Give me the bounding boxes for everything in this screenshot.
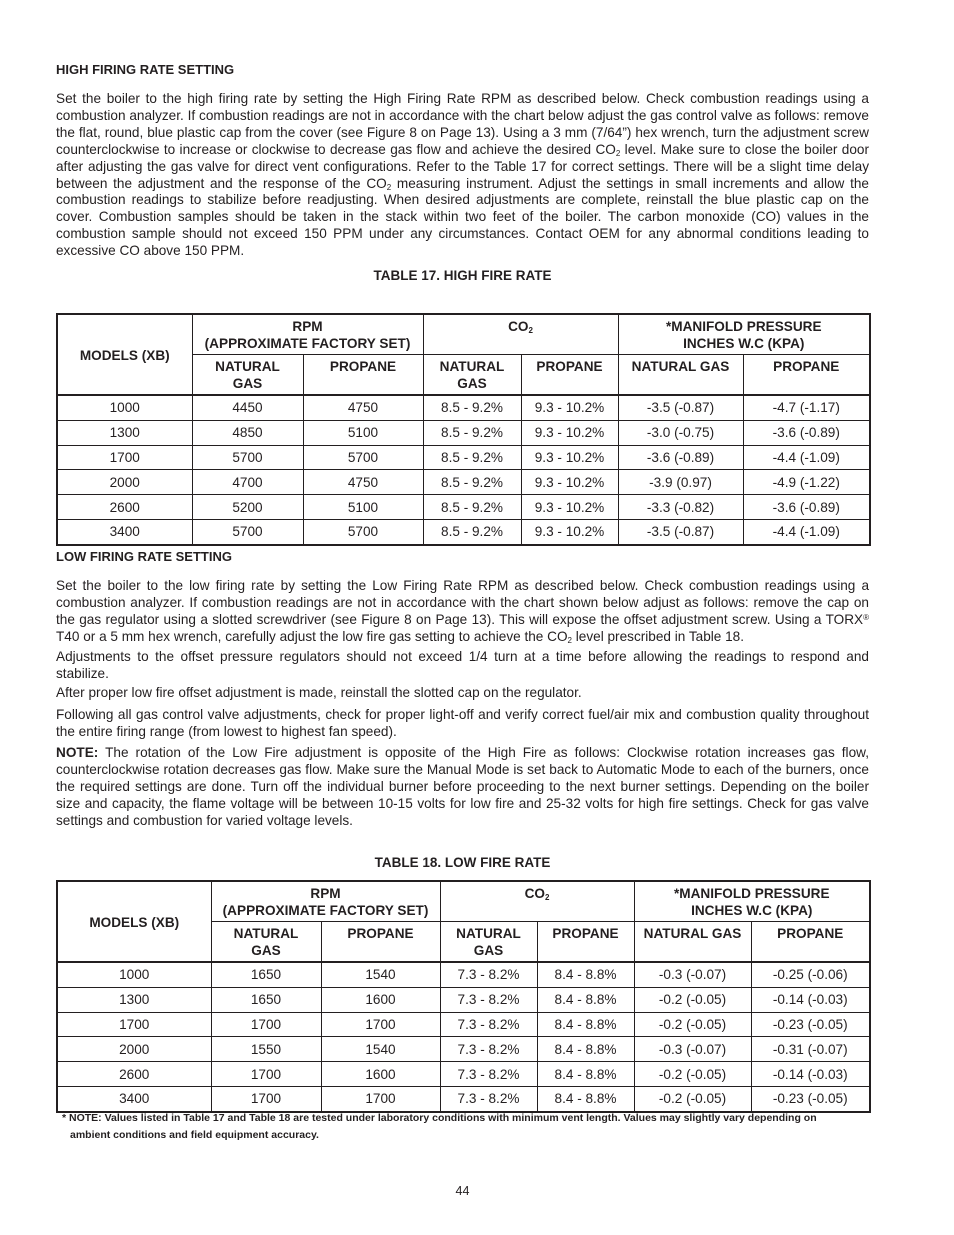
header-co2-natural-gas: NATURAL GAS — [440, 922, 537, 963]
table-cell: -0.2 (-0.05) — [634, 1062, 751, 1087]
header-models: MODELS (XB) — [57, 881, 211, 962]
table-row — [57, 987, 870, 1012]
table-cell: 1300 — [57, 987, 211, 1012]
table18-body — [57, 962, 870, 1112]
table-cell: 9.3 - 10.2% — [521, 420, 618, 445]
table-row — [57, 420, 870, 445]
header-co2: $CO_2$ — [423, 314, 618, 355]
header-mp-propane: PROPANE — [751, 922, 870, 963]
low-firing-note: NOTE: The rotation of the Low Fire adjustment is opposite of the High Fire as follows: Clockwise rotation increases gas flow, counterclockwise rotation decreases gas flow. Make sure the Manual Mode is set back to Automatic Mode to each of the burners, once the required settings are done. Turn off the individual burner before proceeding to the next burner settings. Depending on the boiler size and capacity, the flame voltage will be between 10-15 volts for low fire and 25-32 volts for high fire settings. Check for gas valve settings and combustion for varied voltage levels. — [56, 745, 869, 828]
table-cell: 1700 — [57, 445, 192, 470]
table-cell: -0.14 (-0.03) — [751, 1062, 870, 1087]
table-cell: 8.5 - 9.2% — [423, 445, 521, 470]
low-firing-paragraph-2: Adjustments to the offset pressure regulators should not exceed 1/4 turn at a time before allowing the readings to respond and stabilize. — [56, 649, 869, 681]
table-cell: -3.9 (0.97) — [618, 470, 743, 495]
table-cell: 2000 — [57, 1037, 211, 1062]
table17-body — [57, 395, 870, 545]
table-cell: -4.9 (-1.22) — [743, 470, 870, 495]
header-mp-propane: PROPANE — [743, 355, 870, 396]
header-mp-natural-gas: NATURAL GAS — [634, 922, 751, 963]
table-cell: 5700 — [192, 445, 303, 470]
low-firing-paragraph-4: Following all gas control valve adjustments, check for proper light-off and verify correct fuel/air mix and combustion quality throughout the entire firing range (from lowest to highest fan speed). — [56, 707, 869, 739]
table-cell: -4.4 (-1.09) — [743, 445, 870, 470]
table-cell: 9.3 - 10.2% — [521, 495, 618, 520]
header-rpm: RPM (APPROXIMATE FACTORY SET) — [192, 314, 423, 355]
table-cell: 5200 — [192, 495, 303, 520]
table-cell: 5100 — [303, 420, 423, 445]
table-cell: 1700 — [57, 1012, 211, 1037]
low-firing-heading: LOW FIRING RATE SETTING — [56, 549, 232, 564]
table-cell: 8.5 - 9.2% — [423, 519, 521, 544]
header-models: MODELS (XB) — [57, 314, 192, 395]
table-cell: 8.5 - 9.2% — [423, 470, 521, 495]
header-rpm-natural-gas: NATURAL GAS — [211, 922, 321, 963]
table-cell: 2000 — [57, 470, 192, 495]
table-cell: -4.4 (-1.09) — [743, 519, 870, 544]
table-cell: -3.6 (-0.89) — [743, 420, 870, 445]
table-cell: 9.3 - 10.2% — [521, 470, 618, 495]
low-fire-rate-table — [56, 880, 871, 1113]
header-co2: $CO_2$ — [440, 881, 634, 922]
table-cell: 2600 — [57, 495, 192, 520]
table-cell: 9.3 - 10.2% — [521, 519, 618, 544]
table-row — [57, 470, 870, 495]
header-co2-natural-gas: NATURAL GAS — [423, 355, 521, 396]
table-cell: 1600 — [321, 987, 440, 1012]
table-cell: 1540 — [321, 962, 440, 987]
table-cell: -0.3 (-0.07) — [634, 1037, 751, 1062]
table-cell: 1700 — [321, 1086, 440, 1111]
header-rpm-natural-gas: NATURAL GAS — [192, 355, 303, 396]
table-cell: 8.5 - 9.2% — [423, 395, 521, 420]
table-row — [57, 1012, 870, 1037]
table-cell: 7.3 - 8.2% — [440, 987, 537, 1012]
table-cell: -3.6 (-0.89) — [618, 445, 743, 470]
table-cell: 9.3 - 10.2% — [521, 395, 618, 420]
table-cell: 8.4 - 8.8% — [537, 987, 634, 1012]
table-cell: 8.4 - 8.8% — [537, 962, 634, 987]
header-rpm-propane: PROPANE — [303, 355, 423, 396]
header-manifold-pressure: *MANIFOLD PRESSURE INCHES W.C (KPA) — [634, 881, 870, 922]
header-co2-propane: PROPANE — [521, 355, 618, 396]
table-cell: 4750 — [303, 470, 423, 495]
table-cell: -0.14 (-0.03) — [751, 987, 870, 1012]
table-cell: 5700 — [192, 519, 303, 544]
table-cell: 5700 — [303, 445, 423, 470]
table-cell: -0.23 (-0.05) — [751, 1086, 870, 1111]
table-row — [57, 519, 870, 544]
footnote: * NOTE: Values listed in Table 17 and Table 18 are tested under laboratory conditions with minimum vent length. Values may slightly vary depending on ambient conditions and field equipment accuracy. — [62, 1112, 817, 1141]
table-cell: -4.7 (-1.17) — [743, 395, 870, 420]
table18-caption: TABLE 18. LOW FIRE RATE — [374, 855, 551, 870]
header-mp-natural-gas: NATURAL GAS — [618, 355, 743, 396]
table-cell: 8.4 - 8.8% — [537, 1012, 634, 1037]
table-row — [57, 445, 870, 470]
table-cell: 4450 — [192, 395, 303, 420]
table-cell: 8.5 - 9.2% — [423, 420, 521, 445]
table-cell: 1700 — [321, 1012, 440, 1037]
table-cell: 1540 — [321, 1037, 440, 1062]
low-firing-paragraph-1: Set the boiler to the low firing rate by setting the Low Firing Rate RPM as described below. Check combustion readings using a combustion analyzer. If combustion readings are not in accordance with the chart shown below adjust as follows: remove the cap on the gas regulator using a slotted screwdriver (see Figure 8 on Page 13). This will expose the offset adjustment screw. Using a TORX® T40 or a 5 mm hex wrench, carefully adjust the low fire gas setting to achieve the $CO_2$ level prescribed in Table 18. — [56, 578, 869, 645]
table-cell: -3.5 (-0.87) — [618, 395, 743, 420]
table-cell: 3400 — [57, 1086, 211, 1111]
table-cell: 9.3 - 10.2% — [521, 445, 618, 470]
table-cell: 7.3 - 8.2% — [440, 1062, 537, 1087]
table-cell: -0.3 (-0.07) — [634, 962, 751, 987]
table-cell: 4750 — [303, 395, 423, 420]
table17-caption: TABLE 17. HIGH FIRE RATE — [373, 268, 552, 283]
table-cell: -0.2 (-0.05) — [634, 1012, 751, 1037]
header-manifold-pressure: *MANIFOLD PRESSURE INCHES W.C (KPA) — [618, 314, 870, 355]
table-row — [57, 1037, 870, 1062]
table-cell: 1000 — [57, 962, 211, 987]
table-cell: -3.6 (-0.89) — [743, 495, 870, 520]
table-row — [57, 962, 870, 987]
table-cell: 1000 — [57, 395, 192, 420]
high-firing-heading: HIGH FIRING RATE SETTING — [56, 62, 235, 77]
header-rpm-propane: PROPANE — [321, 922, 440, 963]
table-cell: -0.2 (-0.05) — [634, 1086, 751, 1111]
header-co2-propane: PROPANE — [537, 922, 634, 963]
table-cell: 1650 — [211, 962, 321, 987]
table-row — [57, 495, 870, 520]
table-cell: 7.3 - 8.2% — [440, 1086, 537, 1111]
table-cell: -0.2 (-0.05) — [634, 987, 751, 1012]
table-cell: 8.5 - 9.2% — [423, 495, 521, 520]
table-cell: 7.3 - 8.2% — [440, 1037, 537, 1062]
table-cell: 4700 — [192, 470, 303, 495]
table-cell: 3400 — [57, 519, 192, 544]
table-cell: 1700 — [211, 1012, 321, 1037]
table-cell: 7.3 - 8.2% — [440, 962, 537, 987]
table-cell: 8.4 - 8.8% — [537, 1037, 634, 1062]
table-cell: -3.0 (-0.75) — [618, 420, 743, 445]
table-row — [57, 1086, 870, 1111]
table-cell: 7.3 - 8.2% — [440, 1012, 537, 1037]
table-cell: 1650 — [211, 987, 321, 1012]
table-cell: 1700 — [211, 1086, 321, 1111]
table-cell: -0.25 (-0.06) — [751, 962, 870, 987]
table-cell: 5700 — [303, 519, 423, 544]
table-cell: 8.4 - 8.8% — [537, 1062, 634, 1087]
table-cell: 1550 — [211, 1037, 321, 1062]
low-firing-paragraph-3: After proper low fire offset adjustment is made, reinstall the slotted cap on the regulator. — [56, 685, 582, 700]
header-rpm: RPM (APPROXIMATE FACTORY SET) — [211, 881, 440, 922]
high-fire-rate-table — [56, 313, 871, 546]
table-cell: 2600 — [57, 1062, 211, 1087]
table-cell: 1700 — [211, 1062, 321, 1087]
table-row — [57, 1062, 870, 1087]
table-cell: -3.5 (-0.87) — [618, 519, 743, 544]
table-cell: -3.3 (-0.82) — [618, 495, 743, 520]
table-cell: 5100 — [303, 495, 423, 520]
table-cell: -0.31 (-0.07) — [751, 1037, 870, 1062]
page-number: 44 — [455, 1184, 470, 1198]
table-cell: 1600 — [321, 1062, 440, 1087]
table-cell: -0.23 (-0.05) — [751, 1012, 870, 1037]
table-cell: 8.4 - 8.8% — [537, 1086, 634, 1111]
table-cell: 4850 — [192, 420, 303, 445]
high-firing-paragraph: Set the boiler to the high firing rate by setting the High Firing Rate RPM as described below. Check combustion readings using a combustion analyzer. If combustion readings are not in accordance with the chart below adjust the gas control valve as follows: remove the flat, round, blue plastic cap from the cover (see Figure 8 on Page 13). Using a 3 mm (7/64”) hex wrench, turn the adjustment screw counterclockwise to increase or clockwise to decrease gas flow and achieve the desired $CO_2$ level. Make sure to close the boiler door after adjusting the gas valve for direct vent configurations. Refer to the Table 17 for correct settings. There will be a slight time delay between the adjustment and the response of the $CO_2$ measuring instrument. Adjust the settings in small increments and allow the combustion readings to stabilize before readjusting. When desired adjustments are complete, reinstall the blue plastic cap on the cover. Combustion samples should be taken in the stack within two feet of the boiler. The carbon monoxide (CO) values in the combustion sample should not exceed 150 PPM under any circumstances. Contact OEM for any abnormal conditions leading to excessive CO above 150 PPM. — [56, 91, 869, 259]
table-cell: 1300 — [57, 420, 192, 445]
table-row — [57, 395, 870, 420]
